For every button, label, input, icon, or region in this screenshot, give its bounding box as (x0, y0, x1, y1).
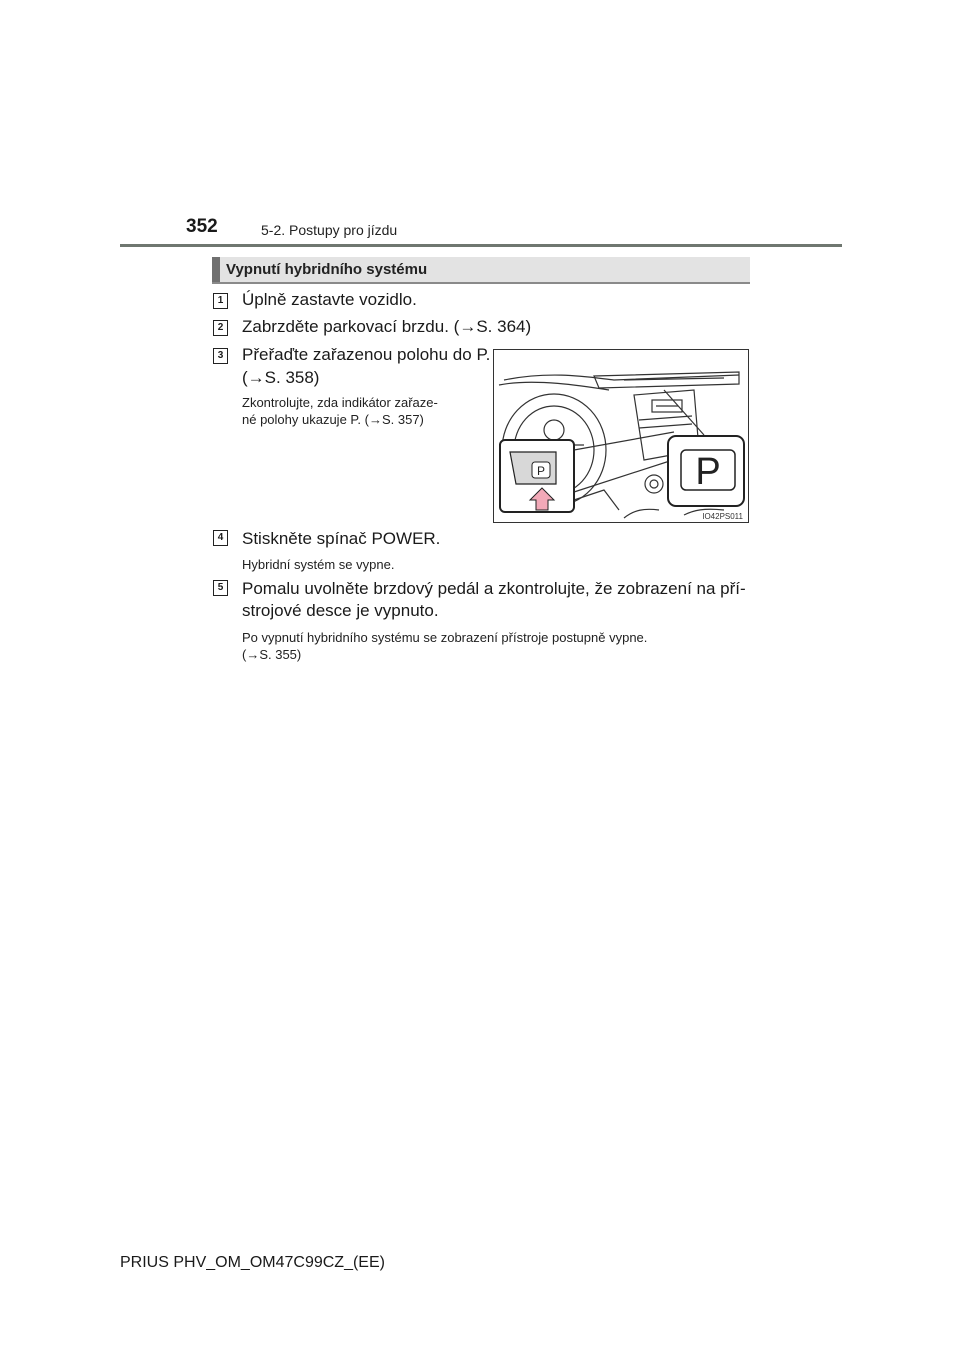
p-button-label: P (536, 464, 546, 478)
p-indicator-label: P (695, 451, 721, 493)
step-number-1: 1 (213, 293, 228, 309)
header-rule (120, 244, 842, 247)
step-4-note: Hybridní systém se vypne. (242, 557, 395, 572)
section-title: 5-2. Postupy pro jízdu (261, 222, 398, 238)
figure-code: IO42PS011 (702, 512, 743, 521)
step-number-4: 4 (213, 530, 228, 546)
p-indicator-inset (668, 436, 744, 506)
p-button-inset (500, 440, 574, 512)
step-3-line-1: Přeřaďte zařazenou polohu do P. (242, 345, 491, 364)
step-3-note-line-1: Zkontrolujte, zda indikátor zařaze- (242, 395, 438, 410)
shift-position-illustration (493, 349, 749, 523)
page-number: 352 (186, 216, 218, 237)
step-3-line-2: (→S. 358) (242, 368, 320, 387)
heading-title: Vypnutí hybridního systému (226, 261, 428, 278)
step-number-5: 5 (213, 580, 228, 596)
heading-accent-bar (212, 257, 220, 282)
step-2-text: Zabrzděte parkovací brzdu. (→S. 364) (242, 317, 532, 336)
step-1-text: Úplně zastavte vozidlo. (242, 290, 417, 309)
footer-document-code: PRIUS PHV_OM_OM47C99CZ_(EE) (120, 1254, 385, 1271)
step-5-line-1: Pomalu uvolněte brzdový pedál a zkontrolujte, že zobrazení na pří- (242, 579, 746, 598)
step-number-2: 2 (213, 320, 228, 336)
step-5-note-line-1: Po vypnutí hybridního systému se zobrazení přístroje postupně vypne. (242, 630, 648, 645)
step-number-3: 3 (213, 348, 228, 364)
step-3-note-line-2: né polohy ukazuje P. (→S. 357) (242, 412, 424, 427)
section-heading (212, 257, 750, 284)
step-4-text: Stiskněte spínač POWER. (242, 529, 441, 548)
dashboard-drawing (494, 350, 748, 522)
step-5-note-line-2: (→S. 355) (242, 647, 302, 662)
step-5-line-2: strojové desce je vypnuto. (242, 601, 439, 620)
